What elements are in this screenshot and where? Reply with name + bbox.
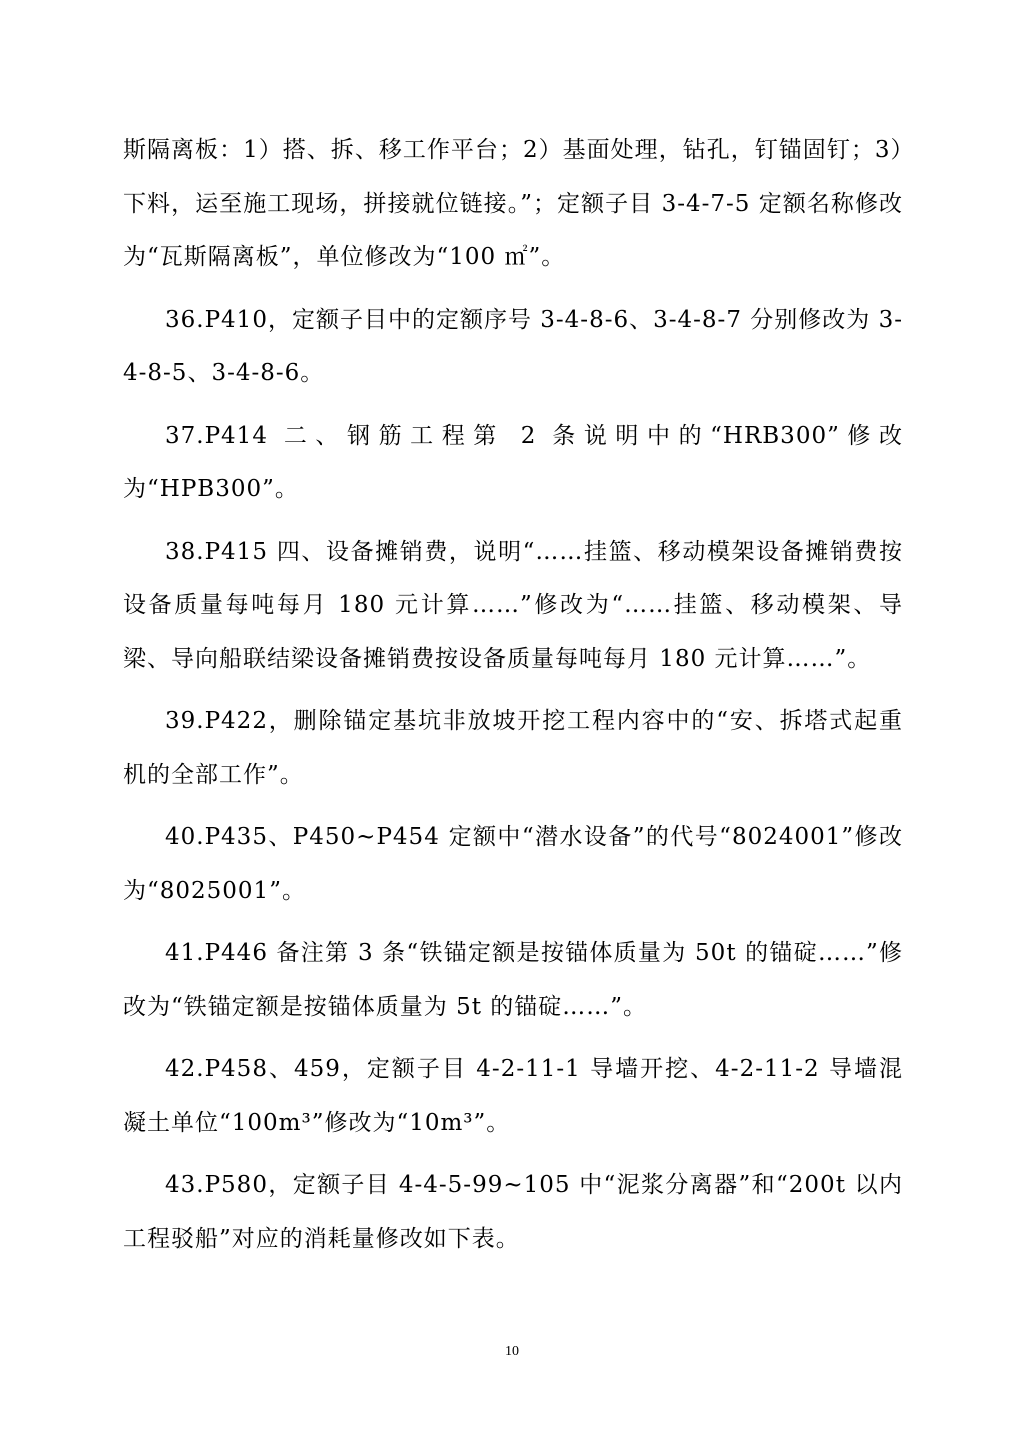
paragraph-item-40: 40.P435、P450~P454 定额中“潜水设备”的代号“8024001”修改为“8025001”。 — [123, 824, 903, 904]
paragraph-item-43: 43.P580，定额子目 4-4-5-99~105 中“泥浆分离器”和“200t 以内工程驳船”对应的消耗量修改如下表。 — [123, 1172, 903, 1252]
page-number: 10 — [505, 1344, 519, 1359]
paragraph-item-39: 39.P422，删除锚定基坑非放坡开挖工程内容中的“安、拆塔式起重机的全部工作”。 — [123, 708, 903, 788]
paragraph-item-41: 41.P446 备注第 3 条“铁锚定额是按锚体质量为 50t 的锚碇……”修改为“铁锚定额是按锚体质量为 5t 的锚碇……”。 — [123, 940, 903, 1020]
paragraph-item-38: 38.P415 四、设备摊销费，说明“……挂篮、移动模架设备摊销费按设备质量每吨每月 180 元计算……”修改为“……挂篮、移动模架、导梁、导向船联结梁设备摊销费按设备质量每吨每月 180 元计算……”。 — [123, 538, 903, 672]
paragraph-continuation: 斯隔离板：1）搭、拆、移工作平台；2）基面处理，钻孔，钉锚固钉；3）下料，运至施工现场，拼接就位链接。”；定额子目 3-4-7-5 定额名称修改为“瓦斯隔离板”，单位修改为“100 ㎡”。 — [123, 137, 903, 270]
paragraph-item-37: 37.P414 二、钢筋工程第 2 条说明中的“HRB300”修改为“HPB300”。 — [123, 422, 903, 502]
paragraph-item-42: 42.P458、459，定额子目 4-2-11-1 导墙开挖、4-2-11-2 导墙混凝土单位“100m³”修改为“10m³”。 — [123, 1056, 903, 1136]
body-text — [123, 124, 903, 1275]
paragraph-item-36: 36.P410，定额子目中的定额序号 3-4-8-6、3-4-8-7 分别修改为 3-4-8-5、3-4-8-6。 — [123, 306, 903, 386]
